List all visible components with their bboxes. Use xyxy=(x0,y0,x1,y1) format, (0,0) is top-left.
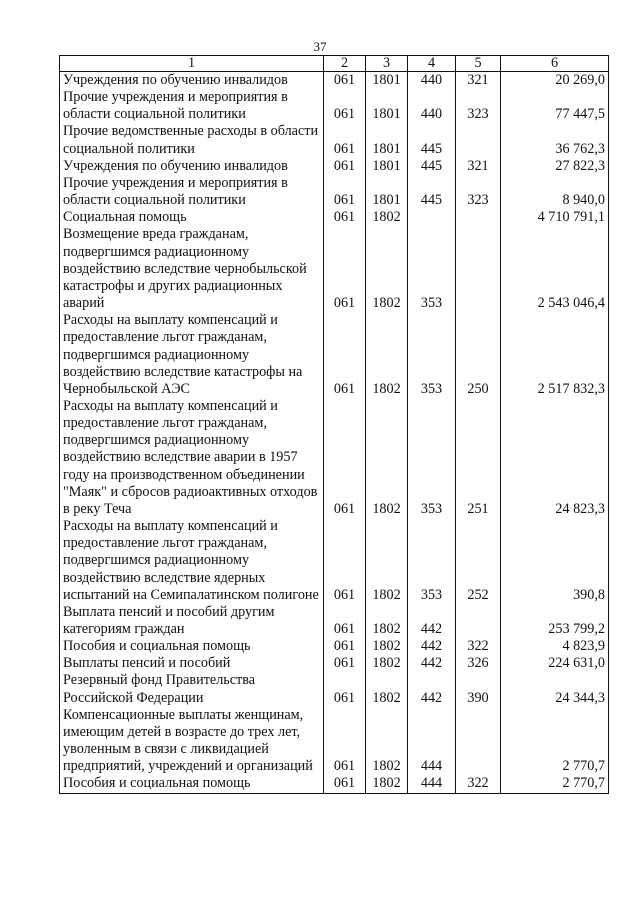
table-row xyxy=(60,672,609,706)
row-code-2-cell: 061 xyxy=(324,398,366,518)
table-row xyxy=(60,209,609,226)
row-code-5-cell xyxy=(456,604,501,638)
row-code-4-cell: 353 xyxy=(408,312,456,398)
row-name-cell: Выплаты пенсий и пособий xyxy=(60,655,324,672)
row-code-2-cell: 061 xyxy=(324,638,366,655)
table-row xyxy=(60,123,609,157)
table-row xyxy=(60,707,609,776)
row-code-3-cell: 1801 xyxy=(366,158,408,175)
row-code-2-cell: 061 xyxy=(324,312,366,398)
row-code-2-cell: 061 xyxy=(324,158,366,175)
row-code-2-cell: 061 xyxy=(324,209,366,226)
row-name-cell: Расходы на выплату компенсаций и предоставление льгот гражданам, подвергшимся радиационному воздействию вследствие катастрофы на Чернобыльской АЭС xyxy=(60,312,324,398)
row-code-4-cell: 442 xyxy=(408,604,456,638)
table-row xyxy=(60,72,609,90)
row-code-3-cell: 1802 xyxy=(366,398,408,518)
table-row xyxy=(60,158,609,175)
row-name-cell: Пособия и социальная помощь xyxy=(60,775,324,793)
table-row xyxy=(60,89,609,123)
row-code-3-cell: 1802 xyxy=(366,672,408,706)
row-amount-cell: 2 517 832,3 xyxy=(501,312,609,398)
row-amount-cell: 2 770,7 xyxy=(501,707,609,776)
row-amount-cell: 224 631,0 xyxy=(501,655,609,672)
row-code-4-cell: 353 xyxy=(408,398,456,518)
row-code-4-cell: 444 xyxy=(408,707,456,776)
row-name-cell: Компенсационные выплаты женщинам, имеющим детей в возрасте до трех лет, уволенным в связи с ликвидацией предприятий, учреждений и организаций xyxy=(60,707,324,776)
row-amount-cell: 8 940,0 xyxy=(501,175,609,209)
row-amount-cell: 4 710 791,1 xyxy=(501,209,609,226)
row-name-cell: Прочие ведомственные расходы в области социальной политики xyxy=(60,123,324,157)
row-code-4-cell: 442 xyxy=(408,672,456,706)
row-code-5-cell xyxy=(456,209,501,226)
row-code-3-cell: 1801 xyxy=(366,89,408,123)
row-code-2-cell: 061 xyxy=(324,518,366,604)
row-code-3-cell: 1802 xyxy=(366,518,408,604)
row-name-cell: Учреждения по обучению инвалидов xyxy=(60,158,324,175)
table-row xyxy=(60,226,609,312)
row-code-2-cell: 061 xyxy=(324,707,366,776)
row-code-4-cell: 353 xyxy=(408,518,456,604)
row-code-4-cell: 444 xyxy=(408,775,456,793)
row-name-cell: Расходы на выплату компенсаций и предоставление льгот гражданам, подвергшимся радиационному воздействию вследствие аварии в 1957 году на производственном объединении "Маяк" и сбросов радиоактивных отходов в реку Теча xyxy=(60,398,324,518)
row-code-3-cell: 1802 xyxy=(366,655,408,672)
row-code-4-cell: 445 xyxy=(408,158,456,175)
row-amount-cell: 77 447,5 xyxy=(501,89,609,123)
row-amount-cell: 2 770,7 xyxy=(501,775,609,793)
table-row xyxy=(60,518,609,604)
row-amount-cell: 253 799,2 xyxy=(501,604,609,638)
row-name-cell: Прочие учреждения и мероприятия в области социальной политики xyxy=(60,175,324,209)
row-code-4-cell: 442 xyxy=(408,638,456,655)
row-code-4-cell: 445 xyxy=(408,175,456,209)
row-code-3-cell: 1802 xyxy=(366,209,408,226)
row-code-5-cell xyxy=(456,123,501,157)
row-code-5-cell xyxy=(456,707,501,776)
row-code-4-cell: 440 xyxy=(408,72,456,90)
page-number: 37 xyxy=(313,39,327,54)
row-code-5-cell: 252 xyxy=(456,518,501,604)
table-row xyxy=(60,312,609,398)
row-code-3-cell: 1801 xyxy=(366,72,408,90)
row-code-3-cell: 1801 xyxy=(366,123,408,157)
row-code-2-cell: 061 xyxy=(324,226,366,312)
row-code-5-cell: 323 xyxy=(456,89,501,123)
row-name-cell: Расходы на выплату компенсаций и предоставление льгот гражданам, подвергшимся радиационному воздействию вследствие ядерных испытаний на Семипалатинском полигоне xyxy=(60,518,324,604)
row-code-2-cell: 061 xyxy=(324,72,366,90)
row-code-2-cell: 061 xyxy=(324,123,366,157)
row-name-cell: Выплата пенсий и пособий другим категориям граждан xyxy=(60,604,324,638)
column-header-6: 6 xyxy=(501,56,609,72)
row-name-cell: Возмещение вреда гражданам, подвергшимся радиационному воздействию вследствие чернобыльской катастрофы и других радиационных аварий xyxy=(60,226,324,312)
table-body xyxy=(60,72,609,794)
row-code-2-cell: 061 xyxy=(324,175,366,209)
row-code-3-cell: 1802 xyxy=(366,707,408,776)
row-code-3-cell: 1802 xyxy=(366,775,408,793)
table-row xyxy=(60,775,609,793)
row-amount-cell: 20 269,0 xyxy=(501,72,609,90)
row-amount-cell: 390,8 xyxy=(501,518,609,604)
row-code-5-cell: 322 xyxy=(456,775,501,793)
column-header-3: 3 xyxy=(366,56,408,72)
budget-table xyxy=(59,55,609,794)
row-code-5-cell: 323 xyxy=(456,175,501,209)
row-code-5-cell xyxy=(456,226,501,312)
row-code-5-cell: 326 xyxy=(456,655,501,672)
row-code-5-cell: 322 xyxy=(456,638,501,655)
row-amount-cell: 27 822,3 xyxy=(501,158,609,175)
row-name-cell: Учреждения по обучению инвалидов xyxy=(60,72,324,90)
row-code-5-cell: 390 xyxy=(456,672,501,706)
row-name-cell: Пособия и социальная помощь xyxy=(60,638,324,655)
row-amount-cell: 24 823,3 xyxy=(501,398,609,518)
row-code-3-cell: 1802 xyxy=(366,226,408,312)
row-code-3-cell: 1801 xyxy=(366,175,408,209)
row-name-cell: Резервный фонд Правительства Российской Федерации xyxy=(60,672,324,706)
table-row xyxy=(60,655,609,672)
row-code-4-cell: 445 xyxy=(408,123,456,157)
row-code-3-cell: 1802 xyxy=(366,312,408,398)
column-header-4: 4 xyxy=(408,56,456,72)
row-code-5-cell: 321 xyxy=(456,158,501,175)
row-code-3-cell: 1802 xyxy=(366,604,408,638)
column-header-1: 1 xyxy=(60,56,324,72)
row-code-2-cell: 061 xyxy=(324,655,366,672)
row-code-2-cell: 061 xyxy=(324,604,366,638)
row-code-3-cell: 1802 xyxy=(366,638,408,655)
table-row xyxy=(60,604,609,638)
table-row xyxy=(60,638,609,655)
column-header-2: 2 xyxy=(324,56,366,72)
row-code-5-cell: 321 xyxy=(456,72,501,90)
row-amount-cell: 2 543 046,4 xyxy=(501,226,609,312)
row-code-5-cell: 251 xyxy=(456,398,501,518)
row-code-4-cell: 442 xyxy=(408,655,456,672)
row-name-cell: Прочие учреждения и мероприятия в области социальной политики xyxy=(60,89,324,123)
row-code-2-cell: 061 xyxy=(324,89,366,123)
row-code-4-cell xyxy=(408,209,456,226)
row-amount-cell: 4 823,9 xyxy=(501,638,609,655)
table-row xyxy=(60,398,609,518)
row-code-2-cell: 061 xyxy=(324,672,366,706)
row-name-cell: Социальная помощь xyxy=(60,209,324,226)
row-code-2-cell: 061 xyxy=(324,775,366,793)
row-code-4-cell: 440 xyxy=(408,89,456,123)
row-amount-cell: 24 344,3 xyxy=(501,672,609,706)
row-code-5-cell: 250 xyxy=(456,312,501,398)
table-row xyxy=(60,175,609,209)
row-code-4-cell: 353 xyxy=(408,226,456,312)
column-header-5: 5 xyxy=(456,56,501,72)
header-row xyxy=(60,56,609,72)
row-amount-cell: 36 762,3 xyxy=(501,123,609,157)
